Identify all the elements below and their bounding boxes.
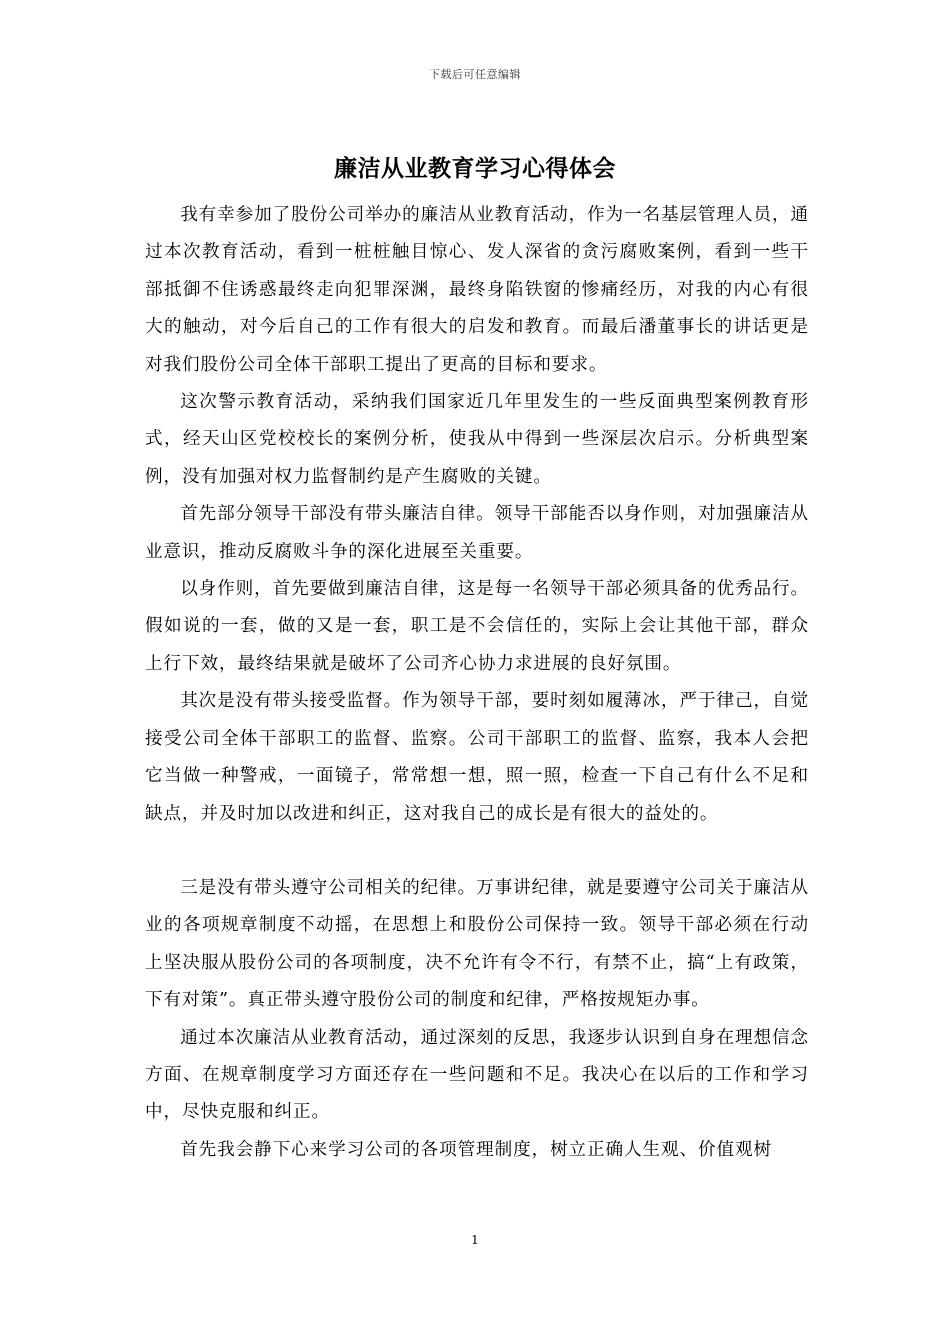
- header-note: 下载后可任意编辑: [429, 68, 521, 81]
- paragraph: 通过本次廉洁从业教育活动，通过深刻的反思，我逐步认识到自身在理想信念方面、在规章制度学习方面还存在一些问题和不足。我决心在以后的工作和学习中，尽快克服和纠正。: [145, 1027, 809, 1123]
- paragraph: 首先我会静下心来学习公司的各项管理制度，树立正确人生观、价值观树: [180, 1139, 772, 1160]
- paragraph: 这次警示教育活动，采纳我们国家近几年里发生的一些反面典型案例教育形式，经天山区党校校长的案例分析，使我从中得到一些深层次启示。分析典型案例，没有加强对权力监督制约是产生腐败的关键。: [145, 392, 809, 487]
- paragraph-gap: [145, 833, 809, 870]
- paragraph: 以身作则，首先要做到廉洁自律，这是每一名领导干部必须具备的优秀品行。假如说的一套，做的又是一套，职工是不会信任的，实际上会让其他干部，群众上行下效，最终结果就是破坏了公司齐心协力求进展的良好氛围。: [145, 579, 809, 674]
- paragraph: 其次是没有带头接受监督。作为领导干部，要时刻如履薄冰，严于律己，自觉接受公司全体干部职工的监督、监察。公司干部职工的监督、监察，我本人会把它当做一种警戒，一面镜子，常常想一想，照一照，检查一下自己有什么不足和缺点，并及时加以改进和纠正，这对我自己的成长是有很大的益处的。: [145, 691, 809, 824]
- page-number: 1: [471, 1233, 479, 1247]
- paragraph: 我有幸参加了股份公司举办的廉洁从业教育活动，作为一名基层管理人员，通过本次教育活动，看到一桩桩触目惊心、发人深省的贪污腐败案例，看到一些干部抵御不住诱惑最终走向犯罪深渊，最终身陷铁窗的惨痛经历，对我的内心有很大的触动，对今后自己的工作有很大的启发和教育。而最后潘董事长的讲话更是对我们股份公司全体干部职工提出了更高的目标和要求。: [145, 205, 809, 375]
- paragraph: 三是没有带头遵守公司相关的纪律。万事讲纪律，就是要遵守公司关于廉洁从业的各项规章制度不动摇，在思想上和股份公司保持一致。领导干部必须在行动上坚决服从股份公司的各项制度，决不允许有令不行，有禁不止，搞“上有政策，下有对策”。真正带头遵守股份公司的制度和纪律，严格按规矩办事。: [145, 877, 809, 1011]
- document-title: 廉洁从业教育学习心得体会: [334, 155, 616, 182]
- document-body: [145, 197, 809, 1169]
- paragraph: 首先部分领导干部没有带头廉洁自律。领导干部能否以身作则，对加强廉洁从业意识，推动反腐败斗争的深化进展至关重要。: [145, 504, 809, 562]
